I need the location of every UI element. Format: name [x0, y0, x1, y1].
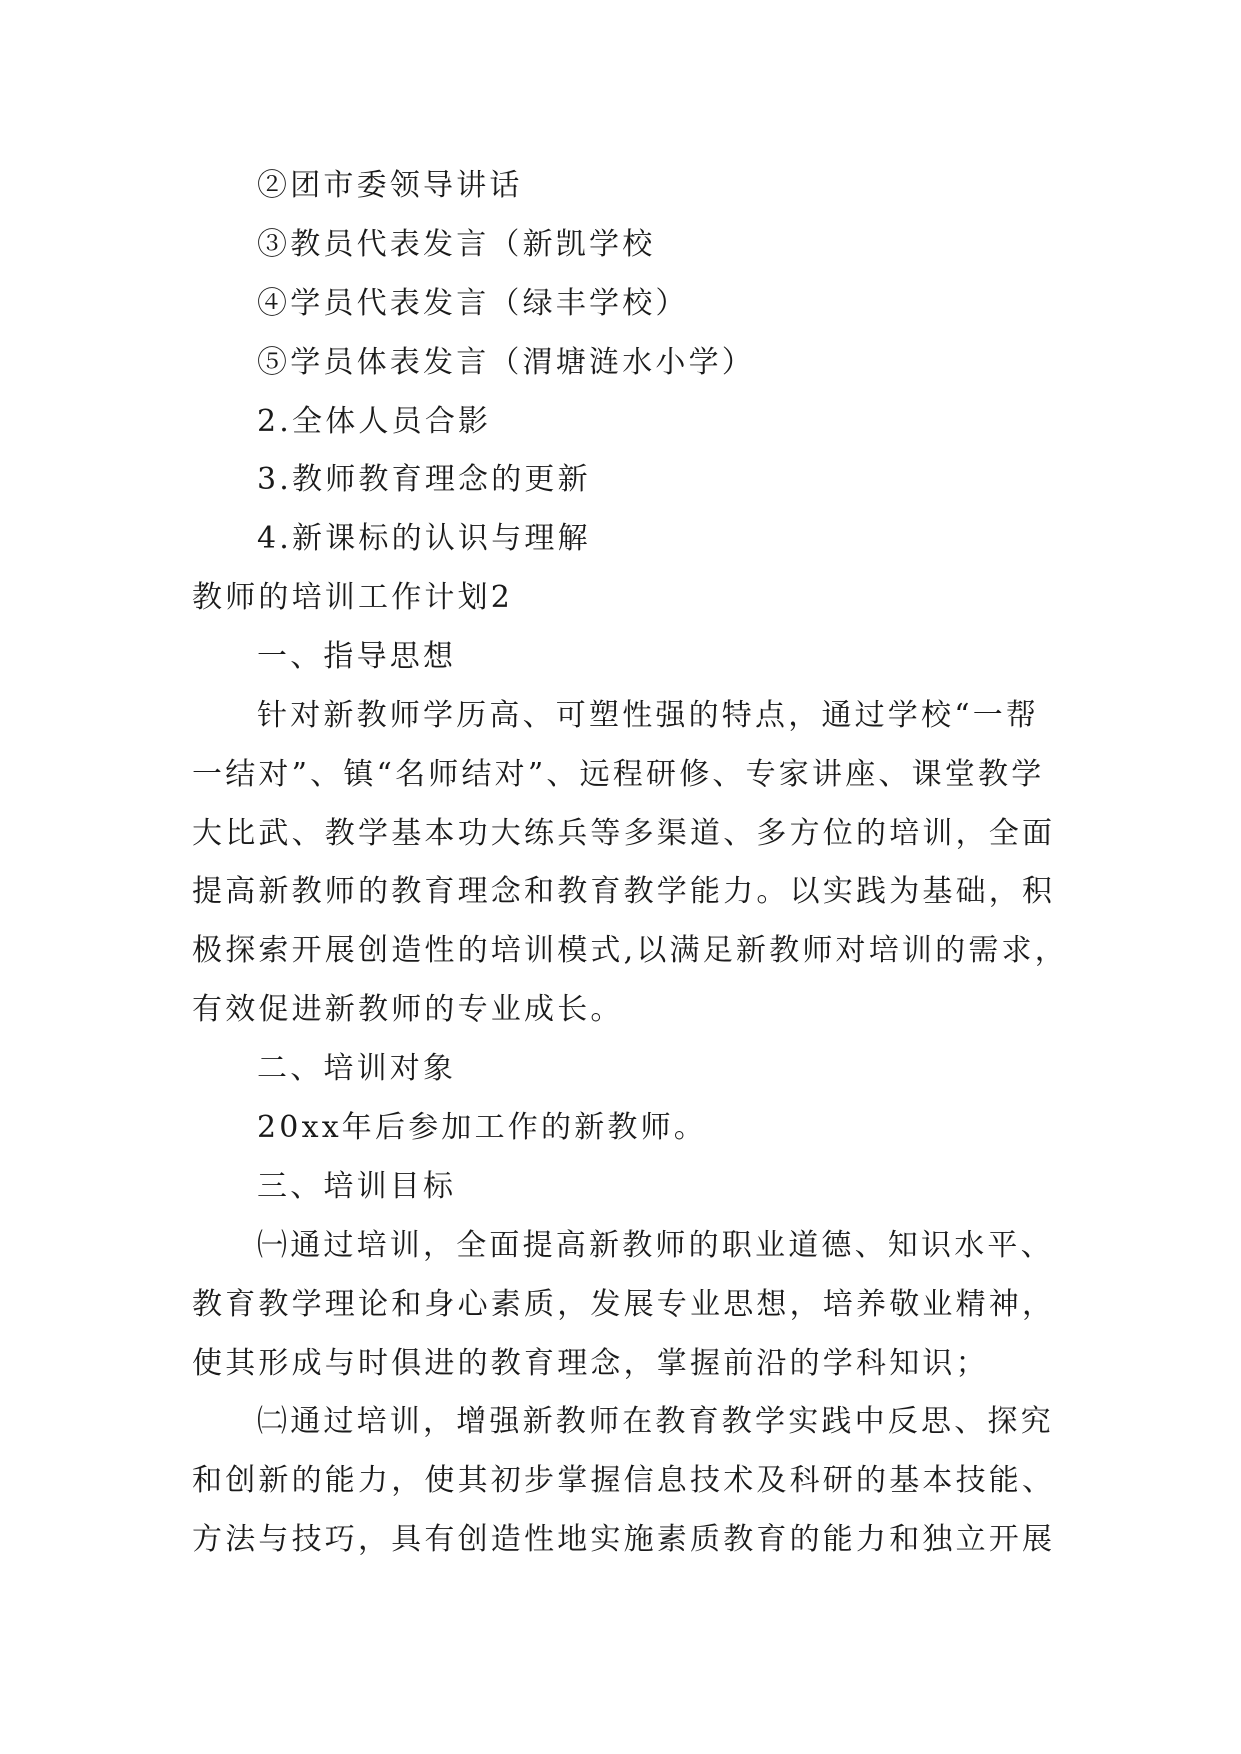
agenda-item-curriculum-standards: 4.新课标的认识与理解	[257, 521, 591, 556]
paragraph-training-targets: 20xx年后参加工作的新教师。	[257, 1110, 708, 1145]
paragraph-guiding-ideology-line-4: 提高新教师的教育理念和教育教学能力。以实践为基础，积	[192, 874, 1056, 909]
agenda-item-student-representative: ④学员代表发言（绿丰学校）	[257, 286, 689, 321]
agenda-item-leader-speech: ②团市委领导讲话	[257, 168, 523, 203]
goal-2-line-1: ㈡通过培训，增强新教师在教育教学实践中反思、探究	[257, 1404, 1054, 1439]
heading-training-goals: 三、培训目标	[257, 1169, 457, 1204]
agenda-item-education-philosophy: 3.教师教育理念的更新	[257, 462, 591, 497]
heading-training-targets: 二、培训对象	[257, 1051, 457, 1086]
agenda-item-student-body-representative: ⑤学员体表发言（渭塘涟水小学）	[257, 345, 755, 380]
section-title-plan-2: 教师的培训工作计划2	[192, 580, 514, 615]
paragraph-guiding-ideology-line-3: 大比武、教学基本功大练兵等多渠道、多方位的培训，全面	[192, 816, 1056, 851]
paragraph-guiding-ideology-line-5: 极探索开展创造性的培训模式,以满足新教师对培训的需求，	[192, 933, 1068, 968]
goal-2-line-2: 和创新的能力，使其初步掌握信息技术及科研的基本技能、	[192, 1463, 1056, 1498]
goal-1-line-3: 使其形成与时俱进的教育理念，掌握前沿的学科知识；	[192, 1346, 989, 1381]
agenda-item-teacher-representative: ③教员代表发言（新凯学校	[257, 227, 656, 262]
heading-guiding-ideology: 一、指导思想	[257, 639, 457, 674]
agenda-item-group-photo: 2.全体人员合影	[257, 404, 492, 439]
paragraph-guiding-ideology-line-2: 一结对”、镇“名师结对”、远程研修、专家讲座、课堂教学	[192, 757, 1045, 792]
paragraph-guiding-ideology-line-1: 针对新教师学历高、可塑性强的特点，通过学校“一帮	[257, 698, 1040, 733]
goal-1-line-2: 教育教学理论和身心素质，发展专业思想，培养敬业精神，	[192, 1287, 1056, 1322]
goal-1-line-1: ㈠通过培训，全面提高新教师的职业道德、知识水平、	[257, 1228, 1054, 1263]
goal-2-line-3: 方法与技巧，具有创造性地实施素质教育的能力和独立开展	[192, 1522, 1056, 1557]
paragraph-guiding-ideology-line-6: 有效促进新教师的专业成长。	[192, 992, 624, 1027]
